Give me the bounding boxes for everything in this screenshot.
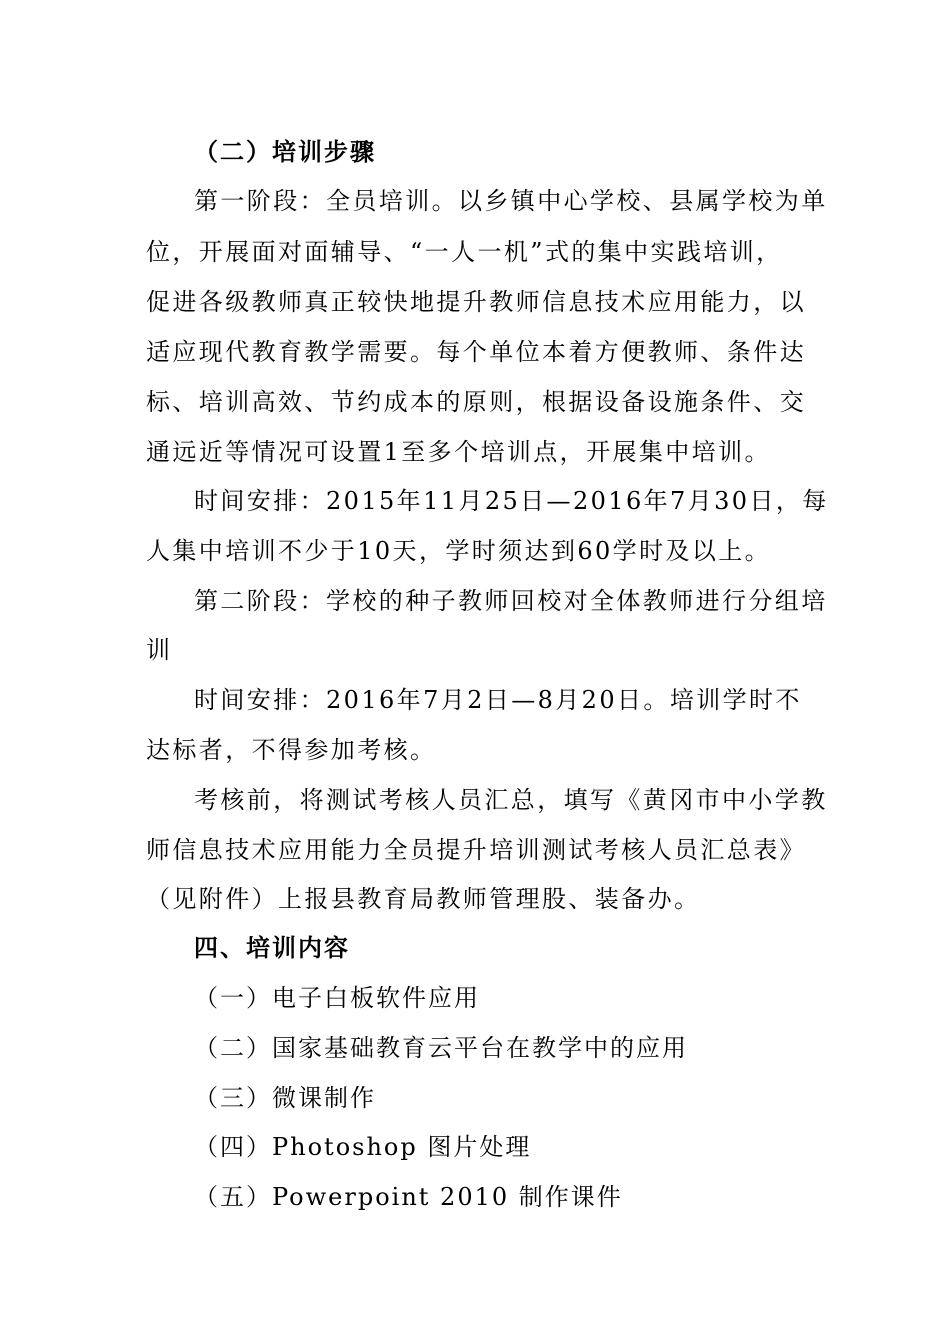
content-item-2: （二）国家基础教育云平台在教学中的应用 — [194, 1034, 688, 1062]
content-item-3: （三）微课制作 — [194, 1084, 376, 1112]
stage1-time-line-1: 时间安排：2015年11月25日—2016年7月30日，每 — [194, 487, 829, 515]
content-item-5: （五）Powerpoint 2010 制作课件 — [194, 1183, 623, 1211]
assessment-line-3: （见附件）上报县教育局教师管理股、装备办。 — [146, 885, 701, 913]
content-item-4: （四）Photoshop 图片处理 — [194, 1133, 532, 1161]
content-item-1: （一）电子白板软件应用 — [194, 984, 480, 1012]
stage2-line-2: 训 — [146, 636, 173, 664]
stage2-line-1: 第二阶段：学校的种子教师回校对全体教师进行分组培 — [194, 587, 828, 615]
stage2-time-line-1: 时间安排：2016年7月2日—8月20日。培训学时不 — [194, 686, 802, 714]
stage2-time-line-2: 达标者，不得参加考核。 — [146, 736, 437, 764]
section-heading: （二）培训步骤 — [194, 138, 376, 166]
stage1-line-5: 标、培训高效、节约成本的原则，根据设备设施条件、交 — [146, 388, 806, 416]
assessment-line-2: 师信息技术应用能力全员提升培训测试考核人员汇总表》 — [146, 836, 806, 864]
stage1-line-1: 第一阶段：全员培训。以乡镇中心学校、县属学校为单 — [194, 187, 828, 215]
stage1-line-6: 通远近等情况可设置1至多个培训点，开展集中培训。 — [146, 438, 771, 466]
stage1-line-2: 位，开展面对面辅导、“一人一机”式的集中实践培训， — [146, 238, 783, 266]
assessment-line-1: 考核前，将测试考核人员汇总，填写《黄冈市中小学教 — [194, 786, 828, 814]
content-heading: 四、培训内容 — [194, 934, 350, 962]
stage1-line-3: 促进各级教师真正较快地提升教师信息技术应用能力，以 — [146, 288, 806, 316]
stage1-line-4: 适应现代教育教学需要。每个单位本着方便教师、条件达 — [146, 338, 806, 366]
stage1-time-line-2: 人集中培训不少于10天，学时须达到60学时及以上。 — [146, 537, 772, 565]
